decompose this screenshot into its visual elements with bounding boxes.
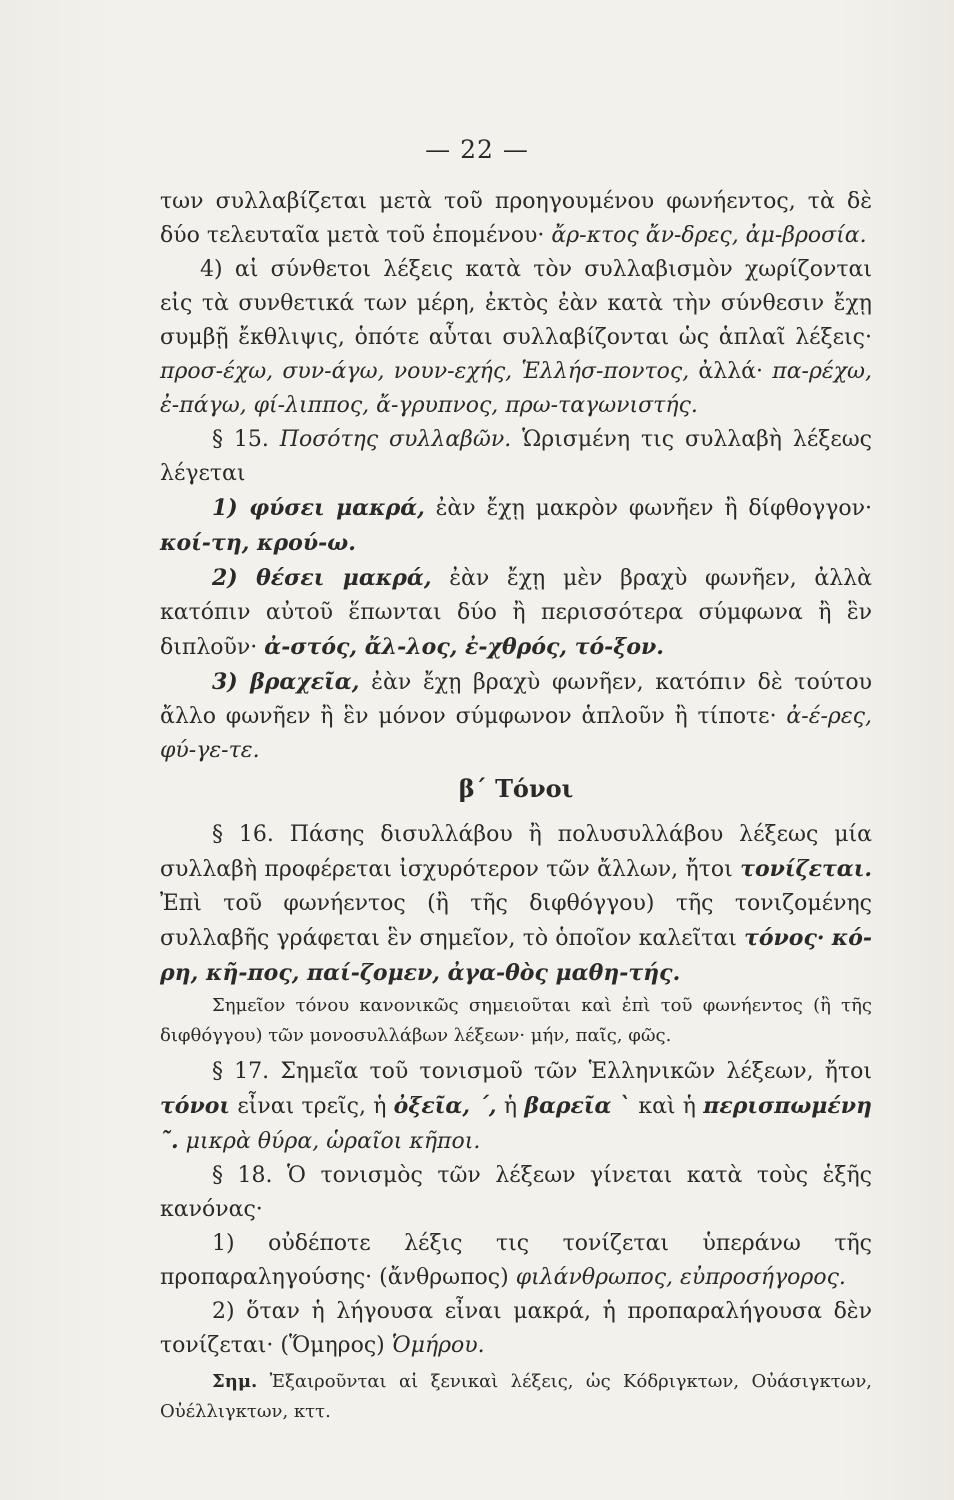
example-words: προσ-έχω, συν-άγω, νουν-εχής, Ἑλλήσ-ποντος, [160, 359, 690, 384]
term: 2) θέσει μακρά, [212, 565, 432, 591]
section-15 [160, 423, 872, 491]
term: τονίζεται. [740, 856, 872, 882]
section-16-note: Σημεῖον τόνου κανονικῶς σημειοῦται καὶ ἐπὶ τοῦ φωνήεντος (ἢ τῆς διφθόγγου) τῶν μονοσυλλάβων λέξεων· μήν, παῖς, φῶς. [160, 995, 872, 1046]
page-number: — 22 — [425, 135, 529, 164]
text-line: § 16. Πάσης δισυλλάβου ἢ πολυσυλλάβου λέξεως μία συλλαβὴ προφέρεται ἰσχυρότερον τῶν ἄλλων, ἤτοι [160, 822, 872, 882]
footnote [160, 1367, 872, 1427]
example-words: ἀ-στός, ἄλ-λος, ἐ-χθρός, τό-ξον. [264, 634, 664, 660]
text-line: 2) ὅταν ἡ λήγουσα εἶναι μακρά, ἡ προπαραλήγουσα δὲν τονίζεται· (Ὅμηρος) [160, 1299, 872, 1358]
text-line: 4) αἱ σύνθετοι λέξεις κατὰ τὸν συλλαβισμὸν χωρίζονται εἰς τὰ συνθετικά των μέρη, ἐκτὸς ἐὰν κατὰ τὴν σύνθεσιν ἔχῃ συμβῇ ἔκθλιψις, ὁπότε αὗται συλλαβίζονται ὡς ἁπλαῖ λέξεις· [160, 257, 872, 350]
text-line: ἐὰν ἔχῃ βραχὺ φωνῆεν, κατόπιν δὲ τούτου ἄλλο φωνῆεν ἢ ἓν μόνον σύμφωνον ἁπλοῦν ἢ τίποτε· [160, 670, 873, 729]
example-words: πα-ρέχω, ἐ-πάγω, φί-λιππος, ἄ-γρυπνος, πρω-ταγωνιστής. [160, 359, 872, 418]
section-18-item-1 [160, 1227, 872, 1295]
text-line: Ὡρισμένη τις συλλαβὴ λέξεως λέγεται [160, 427, 872, 486]
term: τόνος· [744, 925, 825, 951]
term: 1) φύσει μακρά, [212, 495, 425, 521]
example-words: κό-ρη, κῆ-πος, παί-ζομεν, ἀγα-θὸς μαθη-τής. [160, 925, 873, 986]
text-line: ἡ [503, 1094, 518, 1119]
text-line: των συλλαβίζεται μετὰ τοῦ προηγουμένου φωνήεντος, τὰ δὲ δύο τελευταῖα μετὰ τοῦ ἑπομένου· [160, 189, 872, 248]
section-16 [160, 818, 872, 991]
section-15-item-3 [160, 665, 872, 768]
example-words: φιλάνθρωπος, εὐπροσήγορος. [515, 1265, 846, 1290]
text-line: ἐὰν ἔχῃ μακρὸν φωνῆεν ἢ δίφθογγον· [435, 496, 872, 521]
section-number: § 15. [212, 427, 269, 452]
term: τόνοι [160, 1093, 231, 1119]
example-words: ἀ-έ-ρες, φύ-γε-τε. [160, 704, 872, 763]
term: βαρεῖα ` [524, 1093, 639, 1119]
paragraph-continuation [160, 185, 872, 253]
note-label: Σημ. [212, 1371, 258, 1392]
text-line: ἐὰν ἔχῃ μὲν βραχὺ φωνῆεν, ἀλλὰ κατόπιν αὐτοῦ ἕπωνται δύο ἢ περισσότερα σύμφωνα ἢ ἓν διπλοῦν· [160, 566, 872, 660]
text-line: Ἐπὶ τοῦ φωνήεντος (ἢ τῆς διφθόγγου) τῆς τονιζομένης συλλαβῆς γράφεται ἓν σημεῖον, τὸ ὁποῖον καλεῖται [160, 891, 872, 951]
chapter-heading: β΄ Τόνοι [458, 774, 574, 803]
term: ὀξεῖα, ´, [393, 1093, 497, 1119]
term: 3) βραχεῖα, [212, 669, 360, 695]
example-words: ἄρ-κτος ἄν-δρες, ἀμ-βροσία. [551, 223, 867, 248]
section-18-item-2 [160, 1295, 872, 1363]
text-line: § 17. Σημεῖα τοῦ τονισμοῦ τῶν Ἑλληνικῶν λέξεων, ἤτοι [212, 1059, 872, 1084]
example-words: κοί-τη, κρού-ω. [160, 530, 356, 556]
page-body [160, 185, 872, 1427]
term: περισπωμένη ῀. [160, 1093, 873, 1154]
section-15-item-1 [160, 491, 872, 561]
text-line: καὶ ἡ [638, 1094, 696, 1119]
text-line: 1) οὐδέποτε λέξις τις τονίζεται ὑπεράνω τῆς προπαραληγούσης· (ἄνθρωπος) [160, 1231, 872, 1290]
example-words: μικρὰ θύρα, ὡραῖοι κῆποι. [185, 1129, 481, 1154]
example-words: Ὁμήρου. [391, 1333, 485, 1358]
section-15-item-2 [160, 561, 872, 665]
text-line: Ἐξαιροῦνται αἱ ξενικαὶ λέξεις, ὡς Κόδριγκτων, Οὐάσιγκτων, Οὐέλλιγκτων, κττ. [160, 1371, 872, 1422]
section-18: § 18. Ὁ τονισμὸς τῶν λέξεων γίνεται κατὰ τοὺς ἑξῆς κανόνας· [160, 1163, 872, 1222]
section-title: Ποσότης συλλαβῶν. [279, 427, 512, 452]
text-line: εἶναι τρεῖς, ἡ [237, 1094, 387, 1119]
paragraph-rule-4 [160, 253, 872, 423]
section-17 [160, 1055, 872, 1159]
text-line: ἀλλά· [698, 359, 764, 384]
